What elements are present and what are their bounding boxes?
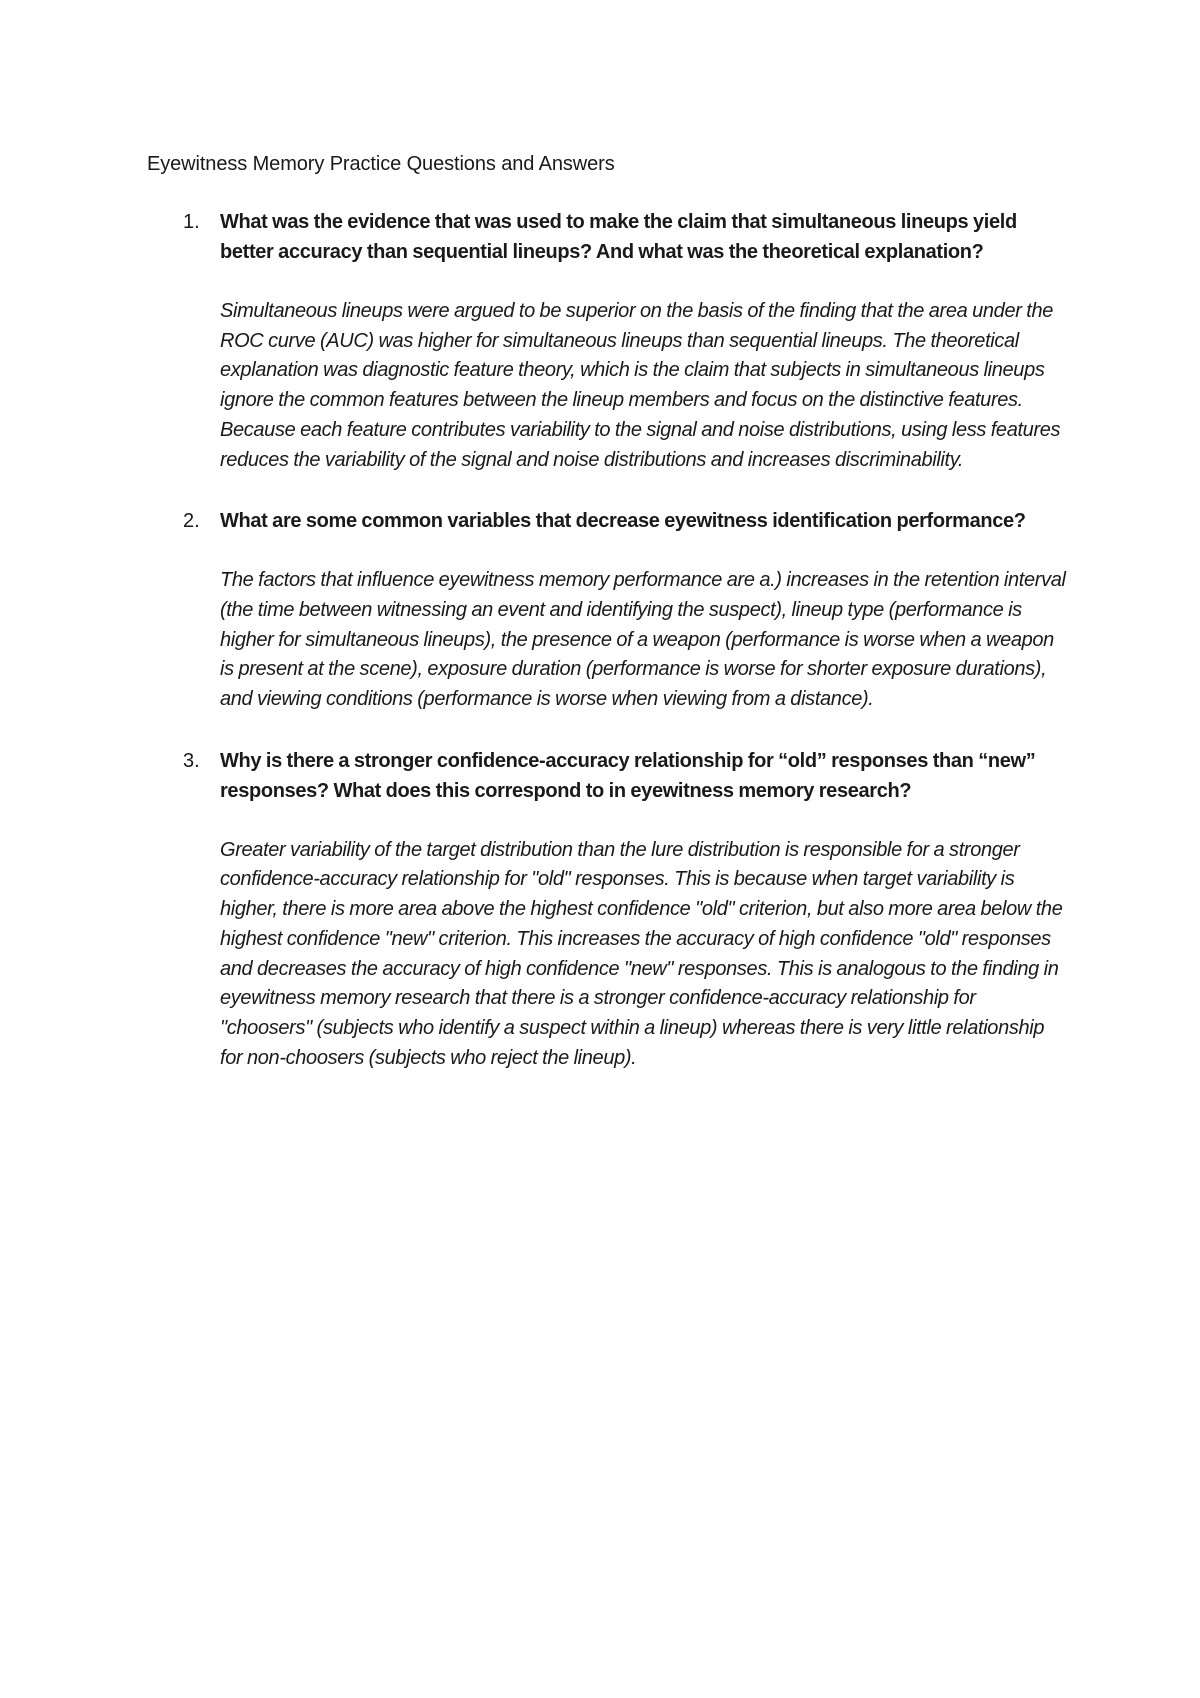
answer-text: The factors that influence eyewitness memory performance are a.) increases in the retention interval (the time between witnessing an event and identifying the suspect), lineup type (performance is higher for simultaneous lineups), the presence of a weapon (performance is worse when a weapon is present at the scene), exposure duration (performance is worse for shorter exposure durations), and viewing conditions (performance is worse when viewing from a distance). — [220, 569, 1066, 711]
question-item-2 — [147, 506, 1067, 715]
question-item-3 — [147, 746, 1067, 1074]
question-text: What was the evidence that was used to make the claim that simultaneous lineups yield better accuracy than sequential lineups? And what was the theoretical explanation? — [220, 211, 1017, 263]
question-text: Why is there a stronger confidence-accuracy relationship for “old” responses than “new” responses? What does this correspond to in eyewitness memory research? — [220, 749, 1036, 802]
question-text: What are some common variables that decrease eyewitness identification performance? — [220, 510, 1026, 533]
question-number: 2. — [183, 510, 200, 533]
answer-text: Simultaneous lineups were argued to be superior on the basis of the finding that the area under the ROC curve (AUC) was higher for simultaneous lineups than sequential lineups. The theoretical explanation was diagnostic feature theory, which is the claim that subjects in simultaneous lineups ignore the common features between the lineup members and focus on the distinctive features. Because each feature contributes variability to the signal and noise distributions, using less features reduces the variability of the signal and noise distributions and increases discriminability. — [220, 300, 1061, 471]
document-title: Eyewitness Memory Practice Questions and Answers — [147, 153, 615, 175]
question-list — [147, 207, 1067, 1104]
question-number: 1. — [183, 211, 200, 233]
question-item-1 — [147, 207, 1067, 475]
question-number: 3. — [183, 749, 200, 772]
answer-text: Greater variability of the target distribution than the lure distribution is responsible for a stronger confidence-accuracy relationship for "old" responses. This is because when target variability is higher, there is more area above the highest confidence "old" criterion, but also more area below the highest confidence "new" criterion. This increases the accuracy of high confidence "old" responses and decreases the accuracy of high confidence "new" responses. This is analogous to the finding in eyewitness memory research that there is a stronger confidence-accuracy relationship for "choosers" (subjects who identify a suspect within a lineup) whereas there is very little relationship for non-choosers (subjects who reject the lineup). — [220, 838, 1063, 1069]
